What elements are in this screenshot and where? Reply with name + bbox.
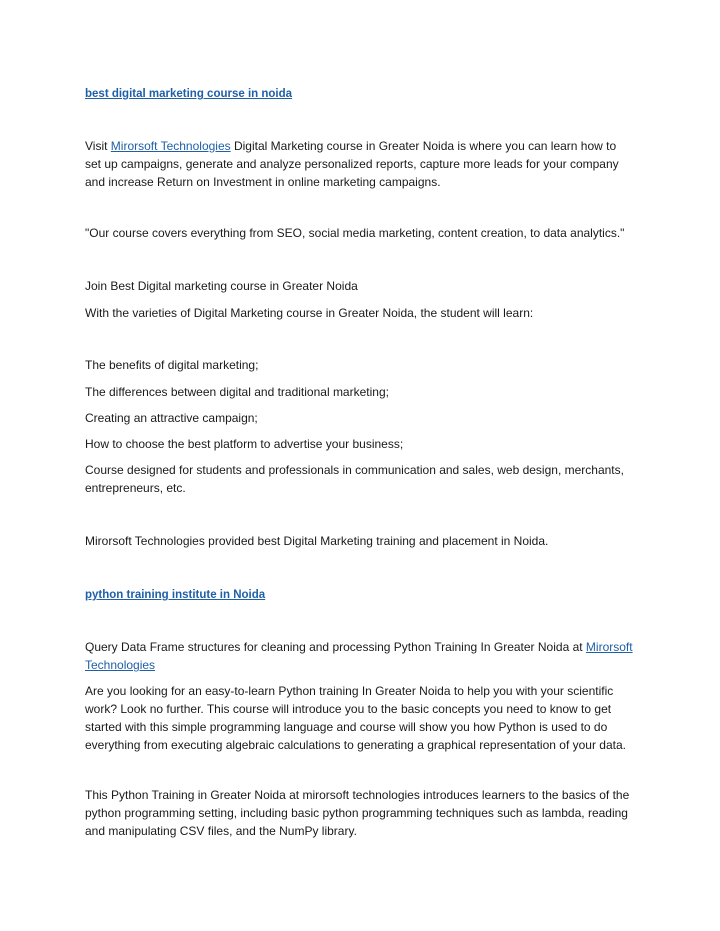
heading-link-digital-marketing[interactable]: best digital marketing course in noida <box>85 88 293 100</box>
quote-paragraph: "Our course covers everything from SEO, social media marketing, content creation, to data analytics." <box>85 226 625 240</box>
heading-link-python[interactable]: python training institute in Noida <box>85 589 266 601</box>
section-heading-digital-marketing <box>85 84 635 103</box>
join-paragraph: Join Best Digital marketing course in Greater Noida <box>85 279 358 293</box>
paragraph-intro-suffix: Digital Marketing course in Greater Noida is where you can learn how to set up campaigns, generate and analyze personalized reports, capture more leads for your company and increase Return on Investment in online marketing campaigns. <box>85 139 619 189</box>
paragraph-intro <box>85 137 635 191</box>
mirorsoft-link[interactable]: Mirorsoft Technologies <box>110 139 231 153</box>
list-item: How to choose the best platform to advertise your business; <box>85 437 404 451</box>
section-heading-python <box>85 585 635 604</box>
provided-paragraph: Mirorsoft Technologies provided best Digital Marketing training and placement in Noida. <box>85 534 549 548</box>
paragraph-python-training: This Python Training in Greater Noida at mirorsoft technologies introduces learners to the basics of the python programming setting, including basic python programming techniques such as lambda, reading and manipulating CSV files, and the NumPy library. <box>85 788 630 838</box>
mirorsoft-link[interactable]: Mirorsoft Technologies <box>85 640 633 672</box>
varieties-paragraph: With the varieties of Digital Marketing course in Greater Noida, the student will learn: <box>85 306 534 320</box>
paragraph-python-intro: Are you looking for an easy-to-learn Python training In Greater Noida to help you with your scientific work? Look no further. This course will introduce you to the basic concepts you need to know to get started with this simple programming language and course will show you how Python is used to do everything from executing algebraic calculations to generating a graphical representation of your data. <box>85 684 626 752</box>
paragraph-intro-prefix: Visit <box>85 139 111 153</box>
list-item: The benefits of digital marketing; <box>85 358 259 372</box>
list-item: The differences between digital and traditional marketing; <box>85 385 389 399</box>
list-item: Course designed for students and professionals in communication and sales, web design, merchants, entrepreneurs, etc. <box>85 463 624 495</box>
paragraph-query-prefix: Query Data Frame structures for cleaning and processing Python Training In Greater Noida at <box>85 640 586 654</box>
list-item: Creating an attractive campaign; <box>85 411 258 425</box>
paragraph-query <box>85 638 635 674</box>
